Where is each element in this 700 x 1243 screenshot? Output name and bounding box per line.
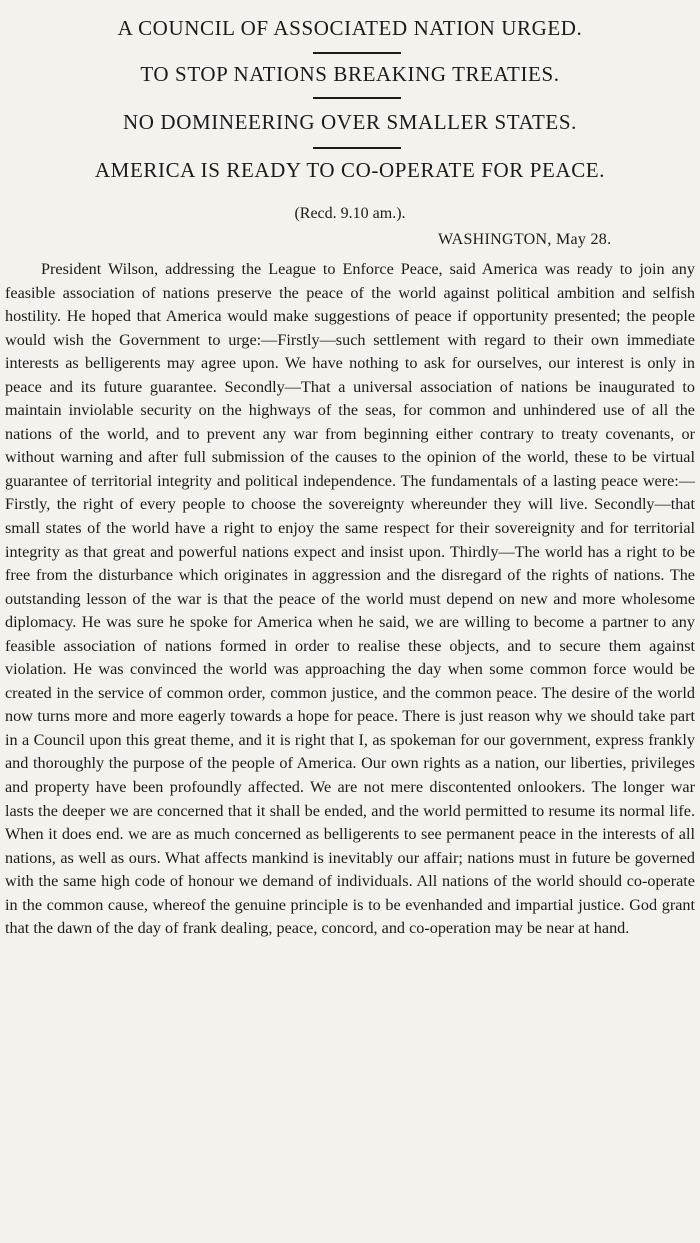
dateline: WASHINGTON, May 28. [438,231,612,248]
article-body: President Wilson, addressing the League to Enforce Peace, said America was ready to join any feasible association of nations preserve the peace of the world against political ambition and selfish hostility. He hoped that America would make suggestions of peace if opportunity presented; the people would wish the Government to urge:—Firstly—such settlement with regard to their own immediate interests as belligerents may agree upon. We have nothing to ask for ourselves, our interest is only in peace and its future guarantee. Secondly—That a universal association of nations be inaugurated to maintain inviolable security on the highways of the seas, for common and unhindered use of all the nations of the world, and to prevent any war from beginning either contrary to treaty covenants, or without warning and after full submission of the causes to the opinion of the world, these to be virtual guarantee of territorial integrity and political independence. The fundamentals of a lasting peace were:—Firstly, the right of every people to choose the sovereignty whereunder they will live. Secondly—that small states of the world have a right to enjoy the same respect for their sovereignity and for territorial integrity as that great and powerful nations expect and insist upon. Thirdly—The world has a right to be free from the disturbance which originates in aggression and the disregard of the rights of nations. The outstanding lesson of the war is that the peace of the world must depend on new and more wholesome diplomacy. He was sure he spoke for America when he said, we are willing to become a partner to any feasible association of nations formed in order to realise these objects, and to secure them against violation. He was convinced the world was approaching the day when some common force would be created in the service of common order, common justice, and the common peace. The desire of the world now turns more and more eagerly towards a hope for peace. There is just reason why we should take part in a Council upon this great theme, and it is right that I, as spokeman for our government, express frankly and thoroughly the purpose of the people of America. Our own rights as a nation, our liberties, privileges and property have been profoundly affected. We are not mere discontented onlookers. The longer war lasts the deeper we are concerned that it shall be ended, and the world permitted to resume its normal life. When it does end. we are as much concerned as belligerents to see permanent peace in the interests of all nations, as well as ours. What affects mankind is inevitably our affair; nations must in future be governed with the same high code of honour we demand of individuals. All nations of the world should co-operate in the common cause, whereof the genuine principle is to be evenhanded and impartial justice. God grant that the dawn of the day of frank dealing, peace, concord, and co-operation may be near at hand. [5,260,695,938]
headline-divider [313,52,401,54]
headline-america-peace: AMERICA IS READY TO CO-OPERATE FOR PEACE. [94,158,606,182]
headline-divider [313,147,401,149]
headline-treaties: TO STOP NATIONS BREAKING TREATIES. [140,62,560,86]
received-time: (Recd. 9.10 am.). [294,205,406,222]
headline-divider [313,97,401,99]
headline-council: A COUNCIL OF ASSOCIATED NATION URGED. [117,16,583,40]
headline-smaller-states: NO DOMINEERING OVER SMALLER STATES. [123,110,577,134]
